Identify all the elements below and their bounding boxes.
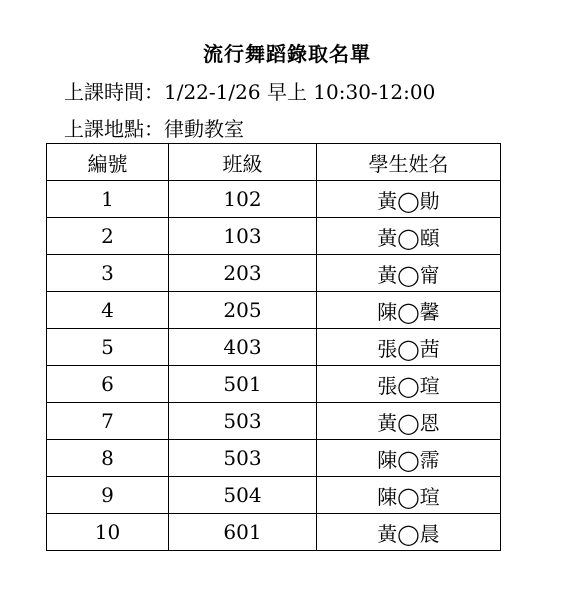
table-row <box>47 403 501 440</box>
document-title: 流行舞蹈錄取名單 <box>203 42 371 66</box>
cell-number: 5 <box>47 329 169 366</box>
header-class: 班級 <box>169 144 317 181</box>
table-row <box>47 292 501 329</box>
cell-student-name: 黃◯甯 <box>317 255 501 292</box>
cell-class: 102 <box>169 181 317 218</box>
cell-student-name: 黃◯恩 <box>317 403 501 440</box>
cell-student-name: 陳◯馨 <box>317 292 501 329</box>
table-row <box>47 181 501 218</box>
table-row <box>47 218 501 255</box>
class-time: 上課時間：1/22-1/26 早上 10:30-12:00 <box>64 80 436 104</box>
cell-class: 403 <box>169 329 317 366</box>
cell-number: 7 <box>47 403 169 440</box>
header-number: 編號 <box>47 144 169 181</box>
cell-student-name: 黃◯勛 <box>317 181 501 218</box>
admission-table <box>46 143 501 551</box>
table-row <box>47 329 501 366</box>
table-row <box>47 440 501 477</box>
cell-class: 503 <box>169 403 317 440</box>
class-location: 上課地點：律動教室 <box>64 117 244 141</box>
cell-student-name: 陳◯霈 <box>317 440 501 477</box>
cell-class: 203 <box>169 255 317 292</box>
table-row <box>47 255 501 292</box>
cell-class: 504 <box>169 477 317 514</box>
cell-class: 103 <box>169 218 317 255</box>
header-student-name: 學生姓名 <box>317 144 501 181</box>
table-row <box>47 514 501 551</box>
cell-student-name: 張◯茜 <box>317 329 501 366</box>
cell-number: 8 <box>47 440 169 477</box>
cell-student-name: 黃◯頤 <box>317 218 501 255</box>
cell-class: 501 <box>169 366 317 403</box>
cell-number: 9 <box>47 477 169 514</box>
cell-class: 601 <box>169 514 317 551</box>
cell-number: 6 <box>47 366 169 403</box>
table-header-row <box>47 144 501 181</box>
cell-number: 1 <box>47 181 169 218</box>
cell-class: 503 <box>169 440 317 477</box>
table-row <box>47 366 501 403</box>
cell-number: 10 <box>47 514 169 551</box>
cell-student-name: 張◯瑄 <box>317 366 501 403</box>
cell-class: 205 <box>169 292 317 329</box>
cell-number: 3 <box>47 255 169 292</box>
cell-student-name: 陳◯瑄 <box>317 477 501 514</box>
cell-number: 4 <box>47 292 169 329</box>
table-row <box>47 477 501 514</box>
cell-student-name: 黃◯晨 <box>317 514 501 551</box>
cell-number: 2 <box>47 218 169 255</box>
